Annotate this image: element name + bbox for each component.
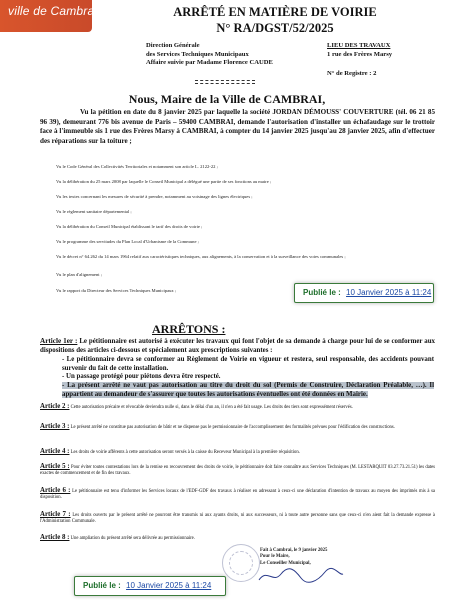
article-label: Article 3 : [40, 423, 70, 430]
vu-item: Vu les textes concernant les mesures de sécurité à prendre, notamment au voisinage des lignes électriques ; [56, 194, 253, 199]
article-1 [40, 337, 435, 355]
dept-line-2: des Services Techniques Municipaux [146, 50, 249, 58]
vu-item: Vu la délibération du Conseil Municipal établissant le tarif des droits de voirie ; [56, 224, 203, 229]
article-7 [40, 512, 435, 526]
petition-paragraph: Vu la pétition en date du 8 janvier 2025 par laquelle la société JORDAN DÉMOUSS' COUVERTURE (tél. 06 21 85 96 39), demeurant 776 bis avenue de Paris – 59400 CAMBRAI, demande l'autorisation d'installer un échafaudage sur le trottoir face à l'immeuble sis 1 rue des Frères Marsy à CAMBRAI, à compter du 14 janvier 2025 jusqu'au 28 janvier 2025, afin d'effectuer des réparations sur la toiture ; [40, 108, 435, 145]
publication-stamp [294, 283, 434, 303]
article-6 [40, 488, 435, 502]
article-2 [40, 404, 435, 411]
stamp-label: Publié le : [83, 581, 121, 590]
article-label: Article 4 : [40, 448, 70, 455]
article-3 [40, 424, 435, 431]
vu-item: Vu le règlement sanitaire départemental ; [56, 209, 132, 214]
vu-item: Vu le décret n° 64.262 du 14 mars 1964 relatif aux caractéristiques techniques, aux alignements, à la conservation et à la surveillance des voies communales ; [56, 254, 346, 259]
article-label: Article 8 : [40, 534, 70, 541]
stamp-label: Publié le : [303, 288, 341, 297]
article-1-bullet: - Un passage protégé pour piétons devra être respecté. [62, 373, 221, 380]
register-number: N° de Registre : 2 [327, 70, 377, 77]
article-text: Les droits ouverts par le présent arrêté ne pourront être transmis ni aux ayants droits, ni aux successeurs, ni à toute autre personne sans que ceux-ci n'en aient fait la demande expresse à l'Administration Communale. [40, 513, 436, 525]
article-label: Article 5 : [40, 463, 70, 470]
stamp-date: 10 Janvier 2025 à 11:24 [346, 288, 432, 297]
article-text: Le pétitionnaire est autorisé à exécuter les travaux qui font l'objet de sa demande à charge pour lui de se conformer aux dispositions des articles ci-dessous et spécialement aux prescriptions suivantes : [40, 338, 435, 354]
arretons-heading: ARRÊTONS : [152, 322, 226, 336]
mayor-heading: Nous, Maire de la Ville de CAMBRAI, [128, 92, 326, 106]
works-heading: LIEU DES TRAVAUX [327, 42, 391, 49]
separator [195, 80, 255, 81]
article-label: Article 7 : [40, 511, 71, 518]
department-block [146, 42, 316, 68]
dept-line-1: Direction Générale [146, 42, 200, 49]
signature-title: Le Conseiller Municipal, [260, 560, 311, 566]
signature-block [260, 548, 370, 567]
publication-stamp [74, 576, 226, 596]
article-text: Pour éviter toutes contestations lors de la remise en recouvrement des droits de voirie, le pétitionnaire doit faire connaître aux Services Techniques (M. LESTARQUIT 03.27.73.21.51) les dates exactes de commencement et de fin des travaux. [40, 465, 435, 477]
article-label: Article 2 : [40, 403, 70, 410]
vu-item: Vu le rapport du Directeur des Services Techniques Municipaux ; [56, 288, 177, 293]
works-address: 1 rue des Frères Marsy [327, 50, 393, 58]
signature-for-mayor: Pour le Maire, [260, 554, 290, 560]
official-seal-inner [229, 551, 253, 575]
handwritten-signature [255, 566, 345, 586]
article-label: Article 6 : [40, 487, 71, 494]
article-1-bullet-highlight [62, 382, 434, 399]
article-4 [40, 449, 435, 456]
stamp-date: 10 Janvier 2025 à 11:24 [126, 581, 212, 590]
article-text: Le présent arrêté ne constitue pas autorisation de bâtir et ne dispense pas le permissionnaire de l'accomplissement des formalités prévues pour l'édification des constructions. [70, 425, 395, 430]
article-text: Le pétitionnaire est tenu d'informer les Services locaux de l'EDF-GDF des travaux à réaliser en adressant à ceux-ci une déclaration d'intention de travaux au moyen des imprimés mis à sa disposition. [40, 489, 436, 501]
logo-text: ville de Cambrai [8, 4, 98, 18]
article-8 [40, 535, 435, 542]
document-title: ARRÊTÉ EN MATIÈRE DE VOIRIE [173, 5, 377, 19]
vu-item: Vu le programme des servitudes du Plan Local d'Urbanisme de la Commune ; [56, 239, 199, 244]
article-5 [40, 464, 435, 478]
signature-place-date: Fait à Cambrai, le 9 janvier 2025 [260, 548, 328, 553]
dept-line-3: Affaire suivie par Madame Florence CAUDE [146, 59, 273, 66]
article-text: Les droits de voirie afférents à cette autorisation seront versés à la caisse du Receveur Municipal à la première réquisition. [70, 450, 300, 455]
article-label: Article 1er : [40, 337, 78, 345]
separator [195, 83, 255, 84]
highlighted-text: - La présent arrêté ne vaut pas autorisation au titre du droit du sol (Permis de Construire, Déclaration Préalable, …). Il appartient au demandeur de s'assurer que toutes les autorisations éventuelles ont été données en Mairie. [62, 382, 434, 398]
vu-item: Vu le Code Général des Collectivités Territoriales et notamment son article L. 2122-22 ; [56, 164, 218, 169]
vu-item: Vu le plan d'alignement ; [56, 272, 102, 277]
document-number: N° RA/DGST/52/2025 [216, 21, 334, 35]
vu-item: Vu la délibération du 25 mars 2008 par laquelle le Conseil Municipal a délégué une partie de ses fonctions au maire ; [56, 179, 272, 184]
article-text: Une ampliation du présent arrêté sera délivrée au permissionnaire. [70, 536, 195, 541]
works-location [327, 42, 437, 59]
article-1-bullet: - Le pétitionnaire devra se conformer au Règlement de Voirie en vigueur et restera, seul responsable, des accidents pouvant survenir du fait de cette installation. [62, 356, 434, 372]
article-text: Cette autorisation précaire et révocable deviendra nulle si, dans le délai d'un an, il n'en a été fait usage. Les droits des tiers sont expressément réservés. [70, 405, 353, 410]
